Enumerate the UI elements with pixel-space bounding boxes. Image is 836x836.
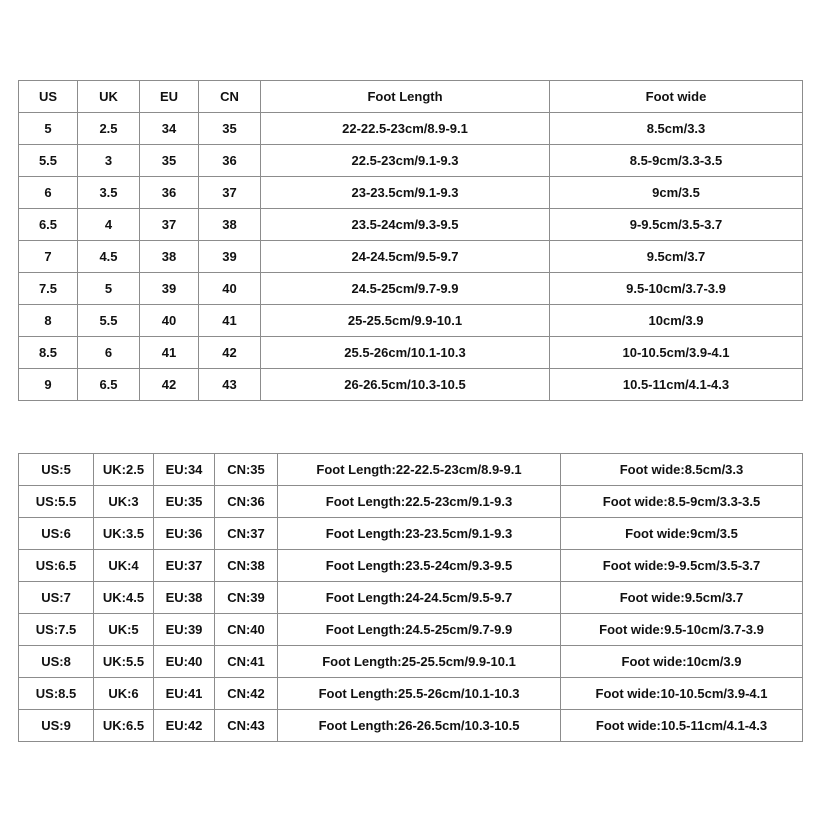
cell-foot-length: 22-22.5-23cm/8.9-9.1 xyxy=(261,113,550,145)
cell-us: US:5.5 xyxy=(19,486,94,518)
cell-foot-wide: 10cm/3.9 xyxy=(550,305,803,337)
cell-foot-length: Foot Length:26-26.5cm/10.3-10.5 xyxy=(278,710,561,742)
cell-us: 8.5 xyxy=(19,337,78,369)
cell-eu: 37 xyxy=(140,209,199,241)
cell-foot-wide: 9cm/3.5 xyxy=(550,177,803,209)
cell-uk: 2.5 xyxy=(78,113,140,145)
cell-uk: UK:6.5 xyxy=(94,710,154,742)
cell-eu: EU:42 xyxy=(154,710,215,742)
cell-foot-length: 23.5-24cm/9.3-9.5 xyxy=(261,209,550,241)
cell-foot-length: Foot Length:24-24.5cm/9.5-9.7 xyxy=(278,582,561,614)
cell-eu: 35 xyxy=(140,145,199,177)
cell-us: 5.5 xyxy=(19,145,78,177)
table-row xyxy=(19,550,803,582)
cell-cn: 36 xyxy=(199,145,261,177)
cell-us: 8 xyxy=(19,305,78,337)
cell-eu: EU:39 xyxy=(154,614,215,646)
cell-foot-wide: 8.5-9cm/3.3-3.5 xyxy=(550,145,803,177)
cell-foot-length: Foot Length:23-23.5cm/9.1-9.3 xyxy=(278,518,561,550)
cell-cn: 42 xyxy=(199,337,261,369)
cell-eu: 40 xyxy=(140,305,199,337)
cell-uk: 3 xyxy=(78,145,140,177)
cell-uk: UK:2.5 xyxy=(94,454,154,486)
cell-foot-length: Foot Length:22-22.5-23cm/8.9-9.1 xyxy=(278,454,561,486)
cell-cn: 38 xyxy=(199,209,261,241)
cell-foot-wide: 9.5cm/3.7 xyxy=(550,241,803,273)
cell-foot-length: Foot Length:25.5-26cm/10.1-10.3 xyxy=(278,678,561,710)
table-row xyxy=(19,582,803,614)
cell-uk: 6.5 xyxy=(78,369,140,401)
cell-eu: EU:35 xyxy=(154,486,215,518)
cell-foot-length: Foot Length:23.5-24cm/9.3-9.5 xyxy=(278,550,561,582)
cell-us: 7 xyxy=(19,241,78,273)
cell-us: 6 xyxy=(19,177,78,209)
cell-foot-length: 24-24.5cm/9.5-9.7 xyxy=(261,241,550,273)
cell-uk: 5.5 xyxy=(78,305,140,337)
cell-foot-length: Foot Length:22.5-23cm/9.1-9.3 xyxy=(278,486,561,518)
cell-uk: UK:5.5 xyxy=(94,646,154,678)
table-row xyxy=(19,369,803,401)
table-row xyxy=(19,273,803,305)
cell-foot-wide: Foot wide:10cm/3.9 xyxy=(561,646,803,678)
table-row xyxy=(19,209,803,241)
cell-foot-length: Foot Length:24.5-25cm/9.7-9.9 xyxy=(278,614,561,646)
cell-us: 7.5 xyxy=(19,273,78,305)
cell-eu: EU:37 xyxy=(154,550,215,582)
cell-uk: UK:5 xyxy=(94,614,154,646)
cell-foot-wide: Foot wide:8.5cm/3.3 xyxy=(561,454,803,486)
table-row xyxy=(19,678,803,710)
cell-us: US:6.5 xyxy=(19,550,94,582)
table-row xyxy=(19,113,803,145)
cell-foot-length: 26-26.5cm/10.3-10.5 xyxy=(261,369,550,401)
cell-cn: CN:39 xyxy=(215,582,278,614)
cell-cn: 37 xyxy=(199,177,261,209)
cell-eu: EU:36 xyxy=(154,518,215,550)
table-row xyxy=(19,710,803,742)
cell-us: 9 xyxy=(19,369,78,401)
cell-cn: CN:35 xyxy=(215,454,278,486)
cell-uk: UK:3.5 xyxy=(94,518,154,550)
cell-eu: 34 xyxy=(140,113,199,145)
cell-cn: CN:43 xyxy=(215,710,278,742)
size-chart-table-top xyxy=(18,80,803,401)
cell-us: US:5 xyxy=(19,454,94,486)
cell-foot-length: 24.5-25cm/9.7-9.9 xyxy=(261,273,550,305)
cell-uk: 6 xyxy=(78,337,140,369)
cell-uk: UK:6 xyxy=(94,678,154,710)
table-row xyxy=(19,646,803,678)
cell-eu: 42 xyxy=(140,369,199,401)
cell-foot-wide: Foot wide:10-10.5cm/3.9-4.1 xyxy=(561,678,803,710)
cell-us: US:8 xyxy=(19,646,94,678)
cell-foot-length: 23-23.5cm/9.1-9.3 xyxy=(261,177,550,209)
cell-foot-length: 22.5-23cm/9.1-9.3 xyxy=(261,145,550,177)
size-chart-table-bottom xyxy=(18,453,803,742)
cell-uk: UK:4.5 xyxy=(94,582,154,614)
cell-uk: UK:4 xyxy=(94,550,154,582)
cell-us: US:7 xyxy=(19,582,94,614)
cell-us: US:6 xyxy=(19,518,94,550)
cell-cn: CN:37 xyxy=(215,518,278,550)
cell-foot-wide: Foot wide:9.5cm/3.7 xyxy=(561,582,803,614)
cell-eu: EU:38 xyxy=(154,582,215,614)
cell-uk: 4 xyxy=(78,209,140,241)
cell-cn: CN:42 xyxy=(215,678,278,710)
cell-foot-wide: Foot wide:9-9.5cm/3.5-3.7 xyxy=(561,550,803,582)
cell-cn: CN:40 xyxy=(215,614,278,646)
cell-foot-wide: 9-9.5cm/3.5-3.7 xyxy=(550,209,803,241)
cell-cn: CN:38 xyxy=(215,550,278,582)
cell-us: US:8.5 xyxy=(19,678,94,710)
table-row xyxy=(19,177,803,209)
cell-foot-length: 25-25.5cm/9.9-10.1 xyxy=(261,305,550,337)
cell-foot-wide: 9.5-10cm/3.7-3.9 xyxy=(550,273,803,305)
table-row xyxy=(19,518,803,550)
cell-us: 6.5 xyxy=(19,209,78,241)
cell-foot-wide: Foot wide:9cm/3.5 xyxy=(561,518,803,550)
cell-foot-length: Foot Length:25-25.5cm/9.9-10.1 xyxy=(278,646,561,678)
table-row xyxy=(19,454,803,486)
header-cn: CN xyxy=(199,81,261,113)
cell-eu: 41 xyxy=(140,337,199,369)
table-row xyxy=(19,305,803,337)
cell-us: 5 xyxy=(19,113,78,145)
table-row xyxy=(19,337,803,369)
cell-foot-wide: 10-10.5cm/3.9-4.1 xyxy=(550,337,803,369)
cell-uk: 5 xyxy=(78,273,140,305)
cell-cn: CN:41 xyxy=(215,646,278,678)
header-eu: EU xyxy=(140,81,199,113)
header-foot-wide: Foot wide xyxy=(550,81,803,113)
cell-foot-wide: Foot wide:10.5-11cm/4.1-4.3 xyxy=(561,710,803,742)
table-row xyxy=(19,486,803,518)
table-row xyxy=(19,614,803,646)
header-foot-length: Foot Length xyxy=(261,81,550,113)
cell-eu: 36 xyxy=(140,177,199,209)
cell-cn: 35 xyxy=(199,113,261,145)
cell-cn: 39 xyxy=(199,241,261,273)
cell-foot-wide: 8.5cm/3.3 xyxy=(550,113,803,145)
cell-foot-length: 25.5-26cm/10.1-10.3 xyxy=(261,337,550,369)
header-us: US xyxy=(19,81,78,113)
cell-foot-wide: Foot wide:9.5-10cm/3.7-3.9 xyxy=(561,614,803,646)
cell-eu: EU:34 xyxy=(154,454,215,486)
cell-uk: 4.5 xyxy=(78,241,140,273)
cell-uk: 3.5 xyxy=(78,177,140,209)
cell-us: US:7.5 xyxy=(19,614,94,646)
cell-eu: EU:40 xyxy=(154,646,215,678)
cell-eu: EU:41 xyxy=(154,678,215,710)
table-header-row xyxy=(19,81,803,113)
cell-foot-wide: 10.5-11cm/4.1-4.3 xyxy=(550,369,803,401)
cell-eu: 38 xyxy=(140,241,199,273)
cell-cn: 40 xyxy=(199,273,261,305)
table-row xyxy=(19,145,803,177)
cell-us: US:9 xyxy=(19,710,94,742)
cell-cn: 41 xyxy=(199,305,261,337)
cell-cn: CN:36 xyxy=(215,486,278,518)
cell-foot-wide: Foot wide:8.5-9cm/3.3-3.5 xyxy=(561,486,803,518)
cell-cn: 43 xyxy=(199,369,261,401)
cell-uk: UK:3 xyxy=(94,486,154,518)
table-row xyxy=(19,241,803,273)
cell-eu: 39 xyxy=(140,273,199,305)
header-uk: UK xyxy=(78,81,140,113)
